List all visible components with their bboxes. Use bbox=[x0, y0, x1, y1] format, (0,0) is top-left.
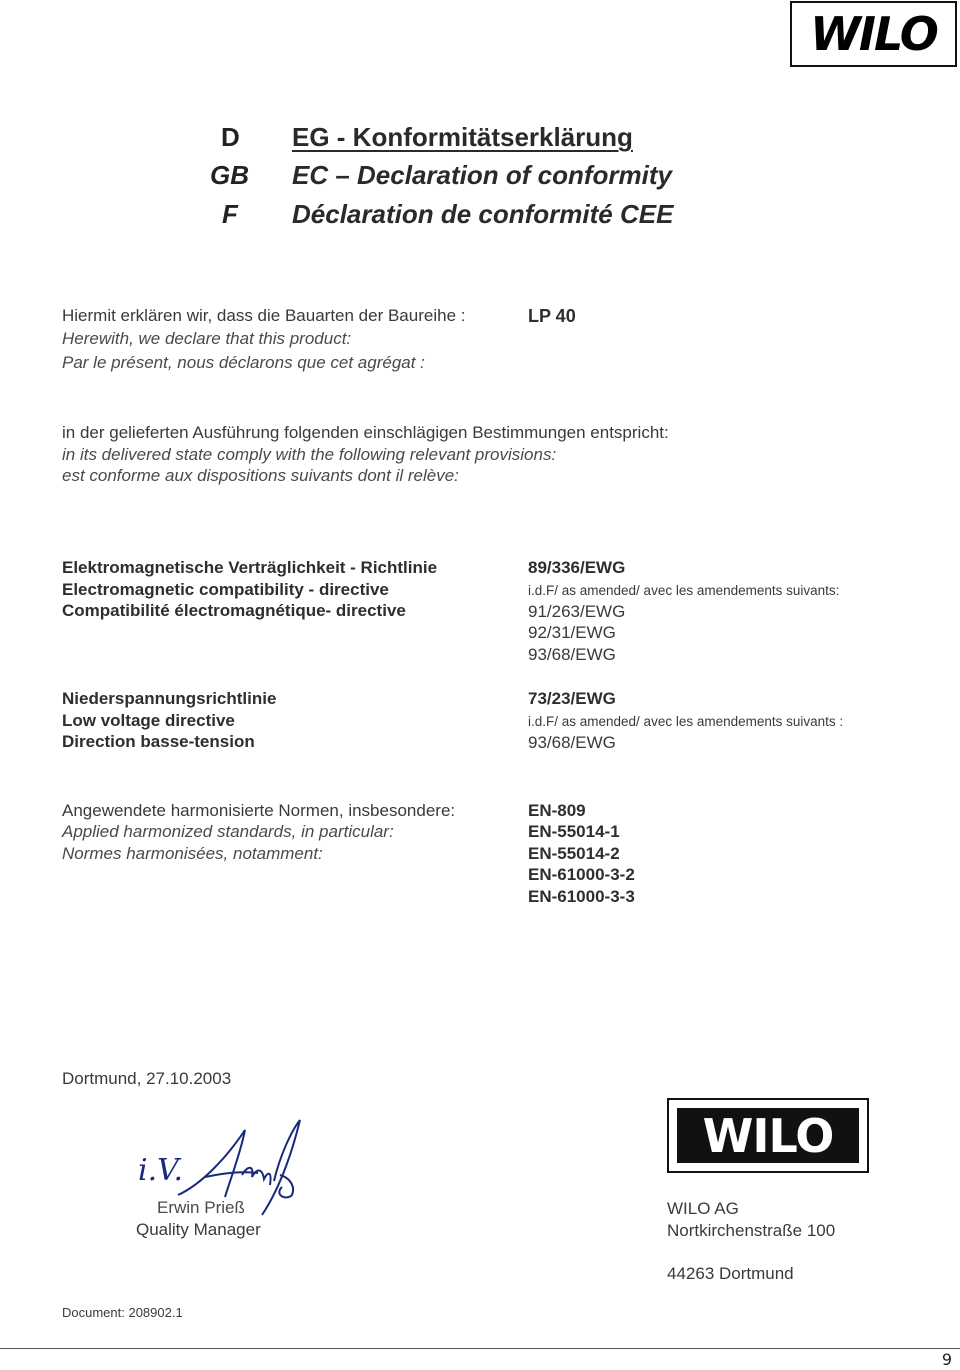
emc-amendment: 91/263/EWG bbox=[528, 602, 626, 621]
lvd-amended-note: i.d.F/ as amended/ avec les amendements suivants : bbox=[528, 714, 844, 729]
intro-en: Herewith, we declare that this product: bbox=[62, 329, 352, 348]
standard-item: EN-55014-2 bbox=[528, 844, 620, 863]
standard-item: EN-55014-1 bbox=[528, 822, 620, 841]
provisions-de: in der gelieferten Ausführung folgenden einschlägigen Bestimmungen entspricht: bbox=[62, 423, 669, 442]
page-number: 9 bbox=[941, 1350, 952, 1369]
emc-amendment: 93/68/EWG bbox=[528, 645, 616, 664]
company-city: 44263 Dortmund bbox=[667, 1264, 794, 1283]
emc-de: Elektromagnetische Verträglichkeit - Richtlinie bbox=[62, 558, 438, 577]
wilo-logo-top-text: WILO bbox=[810, 7, 937, 61]
signature-prefix: i.V. bbox=[138, 1153, 184, 1188]
provisions-en: in its delivered state comply with the following relevant provisions: bbox=[62, 445, 557, 464]
signatory-role: Quality Manager bbox=[136, 1220, 261, 1239]
standard-item: EN-809 bbox=[528, 801, 586, 820]
company-street: Nortkirchenstraße 100 bbox=[667, 1221, 836, 1240]
standards-fr: Normes harmonisées, notamment: bbox=[62, 844, 323, 863]
place-date: Dortmund, 27.10.2003 bbox=[62, 1069, 232, 1088]
title-gb: EC – Declaration of conformity bbox=[292, 160, 672, 190]
title-f: Déclaration de conformité CEE bbox=[292, 199, 674, 229]
standard-item: EN-61000-3-3 bbox=[528, 887, 635, 906]
standard-item: EN-61000-3-2 bbox=[528, 865, 635, 884]
signatory-name: Erwin Prieß bbox=[157, 1198, 245, 1217]
intro-fr: Par le présent, nous déclarons que cet agrégat : bbox=[62, 353, 425, 372]
emc-en: Electromagnetic compatibility - directive bbox=[62, 580, 389, 599]
wilo-logo-bottom-text: WILO bbox=[677, 1108, 859, 1163]
wilo-logo-top bbox=[790, 1, 957, 67]
lvd-amendment: 93/68/EWG bbox=[528, 733, 616, 752]
company-name: WILO AG bbox=[667, 1199, 739, 1218]
title-de: EG - Konformitätserklärung bbox=[292, 122, 633, 152]
emc-directive: 89/336/EWG bbox=[528, 558, 626, 577]
lvd-directive: 73/23/EWG bbox=[528, 689, 616, 708]
intro-de: Hiermit erklären wir, dass die Bauarten der Baureihe : bbox=[62, 306, 466, 325]
emc-amended-note: i.d.F/ as amended/ avec les amendements suivants: bbox=[528, 583, 840, 598]
lvd-fr: Direction basse-tension bbox=[62, 732, 255, 751]
emc-fr: Compatibilité électromagnétique- directive bbox=[62, 601, 406, 620]
lang-code-f: F bbox=[222, 199, 238, 229]
standards-en: Applied harmonized standards, in particular: bbox=[62, 822, 394, 841]
emc-amendment: 92/31/EWG bbox=[528, 623, 616, 642]
footer-divider bbox=[0, 1348, 960, 1349]
lang-code-gb: GB bbox=[210, 160, 249, 190]
lang-code-de: D bbox=[221, 122, 240, 152]
lvd-de: Niederspannungsrichtlinie bbox=[62, 689, 277, 708]
provisions-fr: est conforme aux dispositions suivants dont il relève: bbox=[62, 466, 459, 485]
standards-de: Angewendete harmonisierte Normen, insbesondere: bbox=[62, 801, 456, 820]
lvd-en: Low voltage directive bbox=[62, 711, 235, 730]
product-name: LP 40 bbox=[528, 306, 576, 326]
document-number: Document: 208902.1 bbox=[62, 1305, 183, 1320]
wilo-logo-bottom bbox=[667, 1098, 869, 1173]
